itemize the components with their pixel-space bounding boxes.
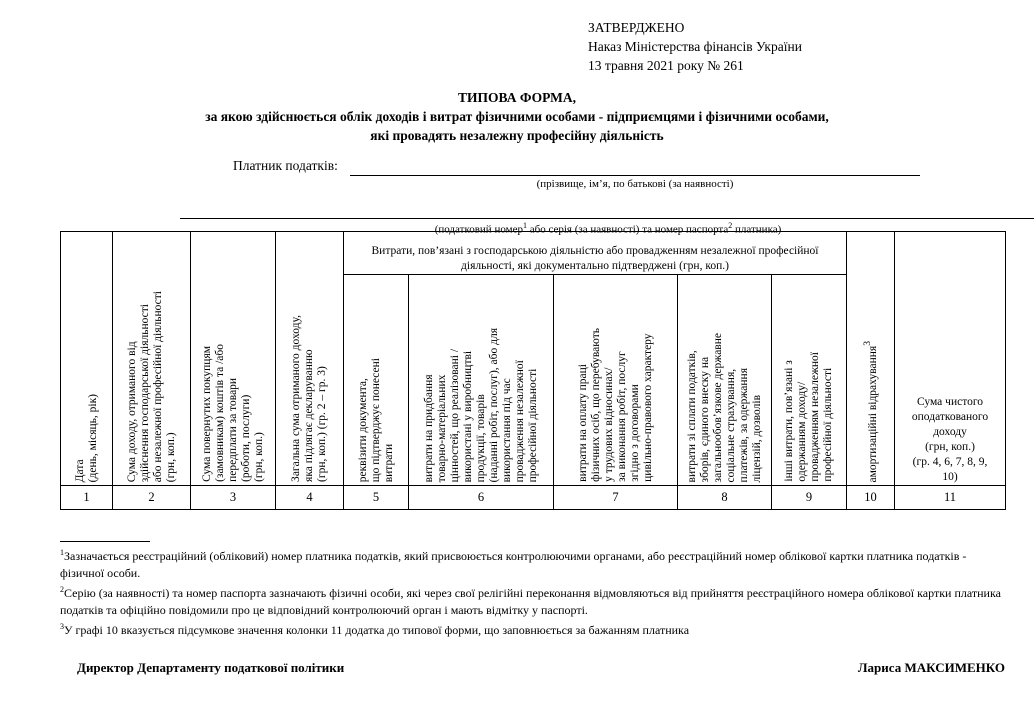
col-header-9-text: інші витрати, пов’язані з одержанням доходу/ провадженням незалежної професійної діяльності	[783, 352, 834, 482]
signature-row	[60, 660, 1007, 676]
col-header-5	[344, 275, 409, 486]
col-header-1	[61, 232, 113, 486]
col-num-2: 2	[113, 486, 191, 510]
form-subtitle-line-2: які провадять незалежну професійну діяльність	[370, 128, 664, 143]
expenses-group-header: Витрати, пов’язані з господарською діяльністю або провадженням незалежної професійної діяльності, які документально підтверджені (грн, коп.)	[344, 232, 847, 275]
signatory-name: Лариса МАКСИМЕНКО	[857, 660, 1005, 675]
col-header-6	[409, 275, 554, 486]
col-header-8-text: витрати зі сплати податків, зборів, єдиного внеску на загальнообов’язкове державне соціальне страхування, платежів, за одержання ліцензій, дозволів	[685, 332, 763, 482]
form-title: ТИПОВА ФОРМА,	[458, 90, 576, 105]
approval-block	[588, 18, 802, 75]
col-header-10	[847, 232, 895, 486]
form-subtitle-line-1: за якою здійснюється облік доходів і витрат фізичними особами - підприємцями і фізичними особами,	[205, 109, 829, 124]
taxpayer-name-input[interactable]	[350, 175, 920, 176]
col-num-8: 8	[678, 486, 772, 510]
taxpayer-number-caption: (податковий номер$^1$ або серія (за наявності) та номер паспорта$^2$ платника)	[434, 221, 782, 236]
col-header-7	[554, 275, 678, 486]
footnote-2: $^2$Серію (за наявності) та номер паспорта зазначають фізичні особи, які через свої релігійні переконання відмовляються від прийняття реєстраційного номера облікової картки платника податків та офіційно повідомили про це відповідний контролюючий орган і мають відмітку у паспорті.	[60, 585, 1001, 617]
col-num-7: 7	[554, 486, 678, 510]
table-group-header-row	[61, 232, 1006, 275]
col-header-5-text: реквізити документа, що підтверджує понесені витрати	[356, 357, 395, 482]
approval-line-3: 13 травня 2021 року № 261	[588, 58, 744, 73]
approval-line-1: ЗАТВЕРДЖЕНО	[588, 20, 685, 35]
footnote-separator	[60, 541, 150, 542]
col-header-2-text: Сума доходу, отриманого від здійснення господарської діяльності або незалежної професійної діяльності (грн, коп.)	[125, 290, 177, 482]
col-num-3: 3	[191, 486, 276, 510]
col-num-10: 10	[847, 486, 895, 510]
page-title	[0, 88, 1034, 145]
taxpayer-label: Платник податків:	[233, 158, 338, 173]
col-header-4	[276, 232, 344, 486]
col-header-11-text: Сума чистого оподаткованого доходу (грн, коп.) (гр. 4, 6, 7, 8, 9, 10)	[911, 396, 989, 483]
col-header-11	[895, 232, 1006, 486]
col-num-4: 4	[276, 486, 344, 510]
col-header-8	[678, 275, 772, 486]
approval-line-2: Наказ Міністерства фінансів України	[588, 39, 802, 54]
col-num-9: 9	[772, 486, 847, 510]
col-header-3	[191, 232, 276, 486]
col-header-2	[113, 232, 191, 486]
col-num-5: 5	[344, 486, 409, 510]
col-num-6: 6	[409, 486, 554, 510]
col-header-6-text: витрати на придбання товарно-матеріальних цінностей, що реалізовані / використані у виробництві продукції, товарів (наданні робіт, послуг), або для використання під час провадження незалежної професійної діяльності	[422, 327, 539, 482]
col-header-4-text: Загальна сума отриманого доходу, яка підлягає декларуванню (грн, коп.) (гр. 2 – гр. 3)	[290, 315, 328, 482]
footnote-3: $^3$У графі 10 вказується підсумкове значення колонки 11 додатка до типової форми, що заповнюється за бажанням платника	[60, 622, 690, 637]
income-expense-table	[60, 231, 1006, 510]
col-num-1: 1	[61, 486, 113, 510]
col-header-1-text: Дата (день, місяць, рік)	[73, 393, 99, 482]
footnotes-block	[60, 545, 1007, 640]
signatory-position: Директор Департаменту податкової політики	[77, 660, 345, 675]
taxpayer-name-caption: (прізвище, ім’я, по батькові (за наявності)	[536, 178, 734, 190]
col-header-7-text: витрати на оплату праці фізичних осіб, що перебувають у трудових відносинах/ за виконання робіт, послуг згідно з договорами цивільно-правового характеру	[576, 328, 654, 482]
col-header-3-text: Сума повернутих покупцям (замовникам) коштів та /або передплати за товари (роботи, послуги) (грн, коп.)	[200, 344, 265, 482]
table-column-number-row	[61, 486, 1006, 510]
col-header-9	[772, 275, 847, 486]
taxpayer-number-input[interactable]	[180, 218, 1034, 219]
col-header-10-text: амортизаційні відрахування$^3$	[862, 340, 879, 482]
col-num-11: 11	[895, 486, 1006, 510]
footnote-1: $^1$Зазначається реєстраційний (обліковий) номер платника податків, який присвоюється контролюючими органами, або реєстраційний номер облікової картки платника податків - фізичної особи.	[60, 548, 967, 580]
